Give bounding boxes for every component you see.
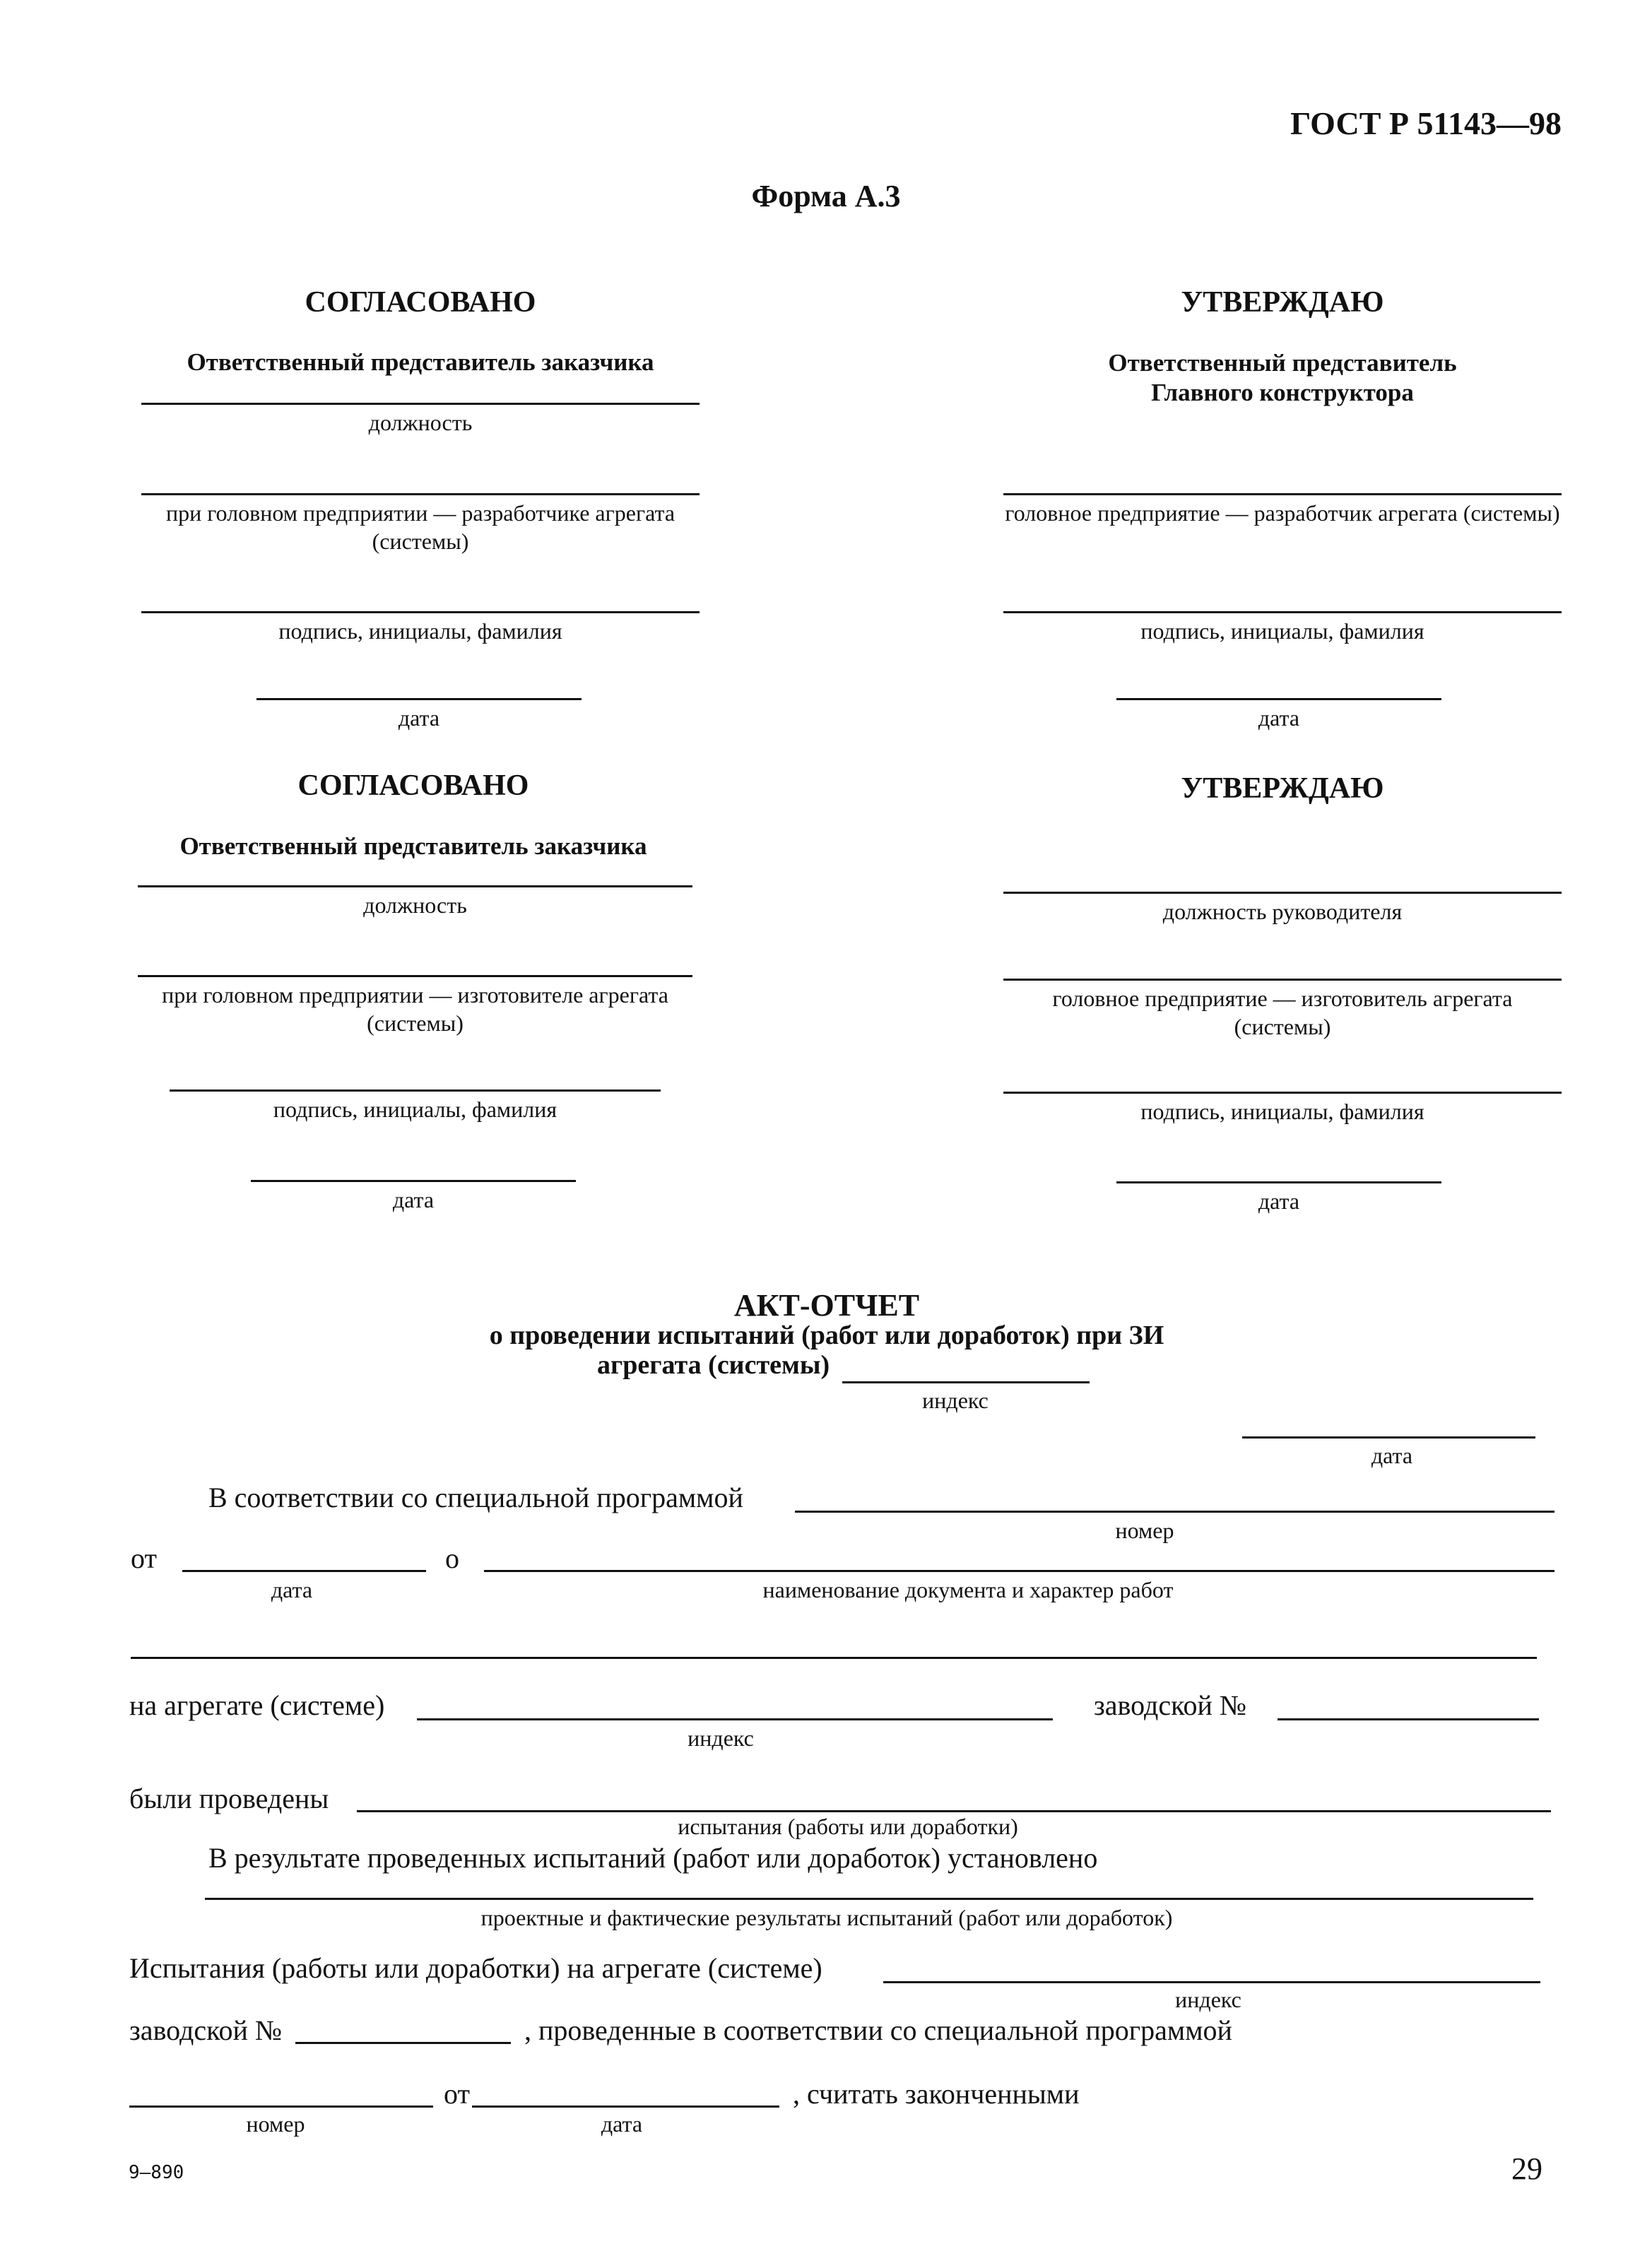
completed-text: , считать законченными bbox=[793, 2078, 1080, 2110]
program-date-caption: дата bbox=[271, 1577, 313, 1602]
manager-position-caption: должность руководителя bbox=[1162, 899, 1403, 924]
enterprise-caption: при головном предприятии — изготовителе агрегата (системы) bbox=[162, 982, 668, 1036]
enterprise-field[interactable] bbox=[141, 493, 700, 495]
page-number: 29 bbox=[1511, 2151, 1542, 2186]
factory-number-field[interactable] bbox=[1278, 1718, 1539, 1720]
program-number-field-2[interactable] bbox=[129, 2105, 433, 2108]
act-subtitle: о проведении испытаний (работ или доработок) при ЗИ bbox=[489, 1321, 1164, 1350]
signature-caption: подпись, инициалы, фамилия bbox=[278, 618, 562, 644]
signature-caption: подпись, инициалы, фамилия bbox=[1140, 1099, 1424, 1124]
unit-text: на агрегате (системе) bbox=[129, 1689, 385, 1721]
date-caption: дата bbox=[1258, 1188, 1300, 1214]
from-label-2: от bbox=[444, 2078, 470, 2110]
customer-rep-label: Ответственный представитель заказчика bbox=[179, 832, 647, 860]
date-field[interactable] bbox=[1116, 698, 1441, 700]
date-caption: дата bbox=[392, 1187, 435, 1212]
results-text: В результате проведенных испытаний (работ или доработок) установлено bbox=[208, 1842, 1098, 1874]
signature-field[interactable] bbox=[141, 611, 700, 613]
enterprise-caption: головное предприятие — изготовитель агрегата (системы) bbox=[1052, 986, 1513, 1039]
signature-field[interactable] bbox=[1003, 1092, 1562, 1094]
document-name-caption: наименование документа и характер работ bbox=[762, 1577, 1174, 1602]
form-title: Форма А.3 bbox=[751, 179, 901, 213]
position-field[interactable] bbox=[141, 403, 700, 405]
date-field[interactable] bbox=[1116, 1181, 1441, 1183]
from-label: от bbox=[131, 1542, 157, 1574]
unit-label: агрегата (системы) bbox=[597, 1350, 830, 1380]
enterprise-field[interactable] bbox=[1003, 493, 1562, 495]
factory-number-field-2[interactable] bbox=[295, 2042, 511, 2044]
agreed-heading: СОГЛАСОВАНО bbox=[297, 769, 529, 802]
program-date-caption-2: дата bbox=[601, 2111, 643, 2137]
chief-designer-rep-label: Ответственный представитель Главного конструктора bbox=[1108, 349, 1457, 406]
enterprise-caption: головное предприятие — разработчик агрегата (системы) bbox=[1005, 500, 1560, 526]
unit-field-2[interactable] bbox=[883, 1981, 1540, 1983]
factory-number-label: заводской № bbox=[1094, 1689, 1247, 1721]
manager-position-field[interactable] bbox=[1003, 892, 1562, 894]
act-date-field[interactable] bbox=[1242, 1436, 1535, 1439]
tests-on-unit-text: Испытания (работы или доработки) на агрегате (системе) bbox=[129, 1952, 822, 1984]
approve-heading: УТВЕРЖДАЮ bbox=[1181, 286, 1384, 319]
enterprise-field[interactable] bbox=[138, 975, 692, 977]
position-caption: должность bbox=[368, 410, 473, 435]
program-number-caption-2: номер bbox=[246, 2111, 305, 2137]
unit-field[interactable] bbox=[417, 1718, 1053, 1720]
standard-number: ГОСТ Р 51143—98 bbox=[1290, 105, 1562, 141]
signature-caption: подпись, инициалы, фамилия bbox=[273, 1097, 557, 1122]
conducted-per-program-text: , проведенные в соответствии со специальной программой bbox=[524, 2014, 1232, 2046]
document-continuation-field[interactable] bbox=[131, 1657, 1537, 1659]
conducted-text: были проведены bbox=[129, 1783, 329, 1814]
unit-index-field[interactable] bbox=[842, 1381, 1090, 1383]
enterprise-caption: при головном предприятии — разработчике агрегата (системы) bbox=[165, 500, 675, 554]
date-field[interactable] bbox=[251, 1180, 576, 1182]
date-caption: дата bbox=[1258, 705, 1300, 731]
act-title: АКТ-ОТЧЕТ bbox=[733, 1288, 920, 1323]
tests-caption: испытания (работы или доработки) bbox=[678, 1814, 1018, 1839]
program-number-caption: номер bbox=[1115, 1518, 1174, 1543]
program-date-field-2[interactable] bbox=[472, 2105, 779, 2108]
results-field[interactable] bbox=[205, 1898, 1533, 1900]
enterprise-field[interactable] bbox=[1003, 979, 1562, 981]
signature-caption: подпись, инициалы, фамилия bbox=[1140, 618, 1424, 644]
position-caption: должность bbox=[363, 892, 467, 918]
signature-field[interactable] bbox=[170, 1089, 661, 1092]
unit-index-caption-2: индекс bbox=[688, 1725, 754, 1751]
agreed-heading: СОГЛАСОВАНО bbox=[305, 286, 536, 319]
document-name-field[interactable] bbox=[484, 1570, 1554, 1572]
position-field[interactable] bbox=[138, 885, 692, 887]
date-field[interactable] bbox=[256, 698, 582, 700]
unit-index-caption-3: индекс bbox=[1175, 1987, 1241, 2012]
factory-number-label-2: заводской № bbox=[129, 2014, 283, 2046]
act-date-caption: дата bbox=[1371, 1443, 1413, 1468]
program-number-field[interactable] bbox=[795, 1511, 1554, 1513]
date-caption: дата bbox=[398, 705, 440, 731]
results-caption: проектные и фактические результаты испытаний (работ или доработок) bbox=[480, 1905, 1173, 1930]
unit-index-caption: индекс bbox=[922, 1388, 989, 1413]
program-date-field[interactable] bbox=[182, 1570, 426, 1572]
print-code: 9—890 bbox=[129, 2162, 184, 2183]
signature-field[interactable] bbox=[1003, 611, 1562, 613]
program-text: В соответствии со специальной программой bbox=[208, 1482, 743, 1513]
customer-rep-label: Ответственный представитель заказчика bbox=[187, 348, 654, 376]
about-label: о bbox=[445, 1542, 459, 1574]
approve-heading: УТВЕРЖДАЮ bbox=[1181, 772, 1384, 805]
